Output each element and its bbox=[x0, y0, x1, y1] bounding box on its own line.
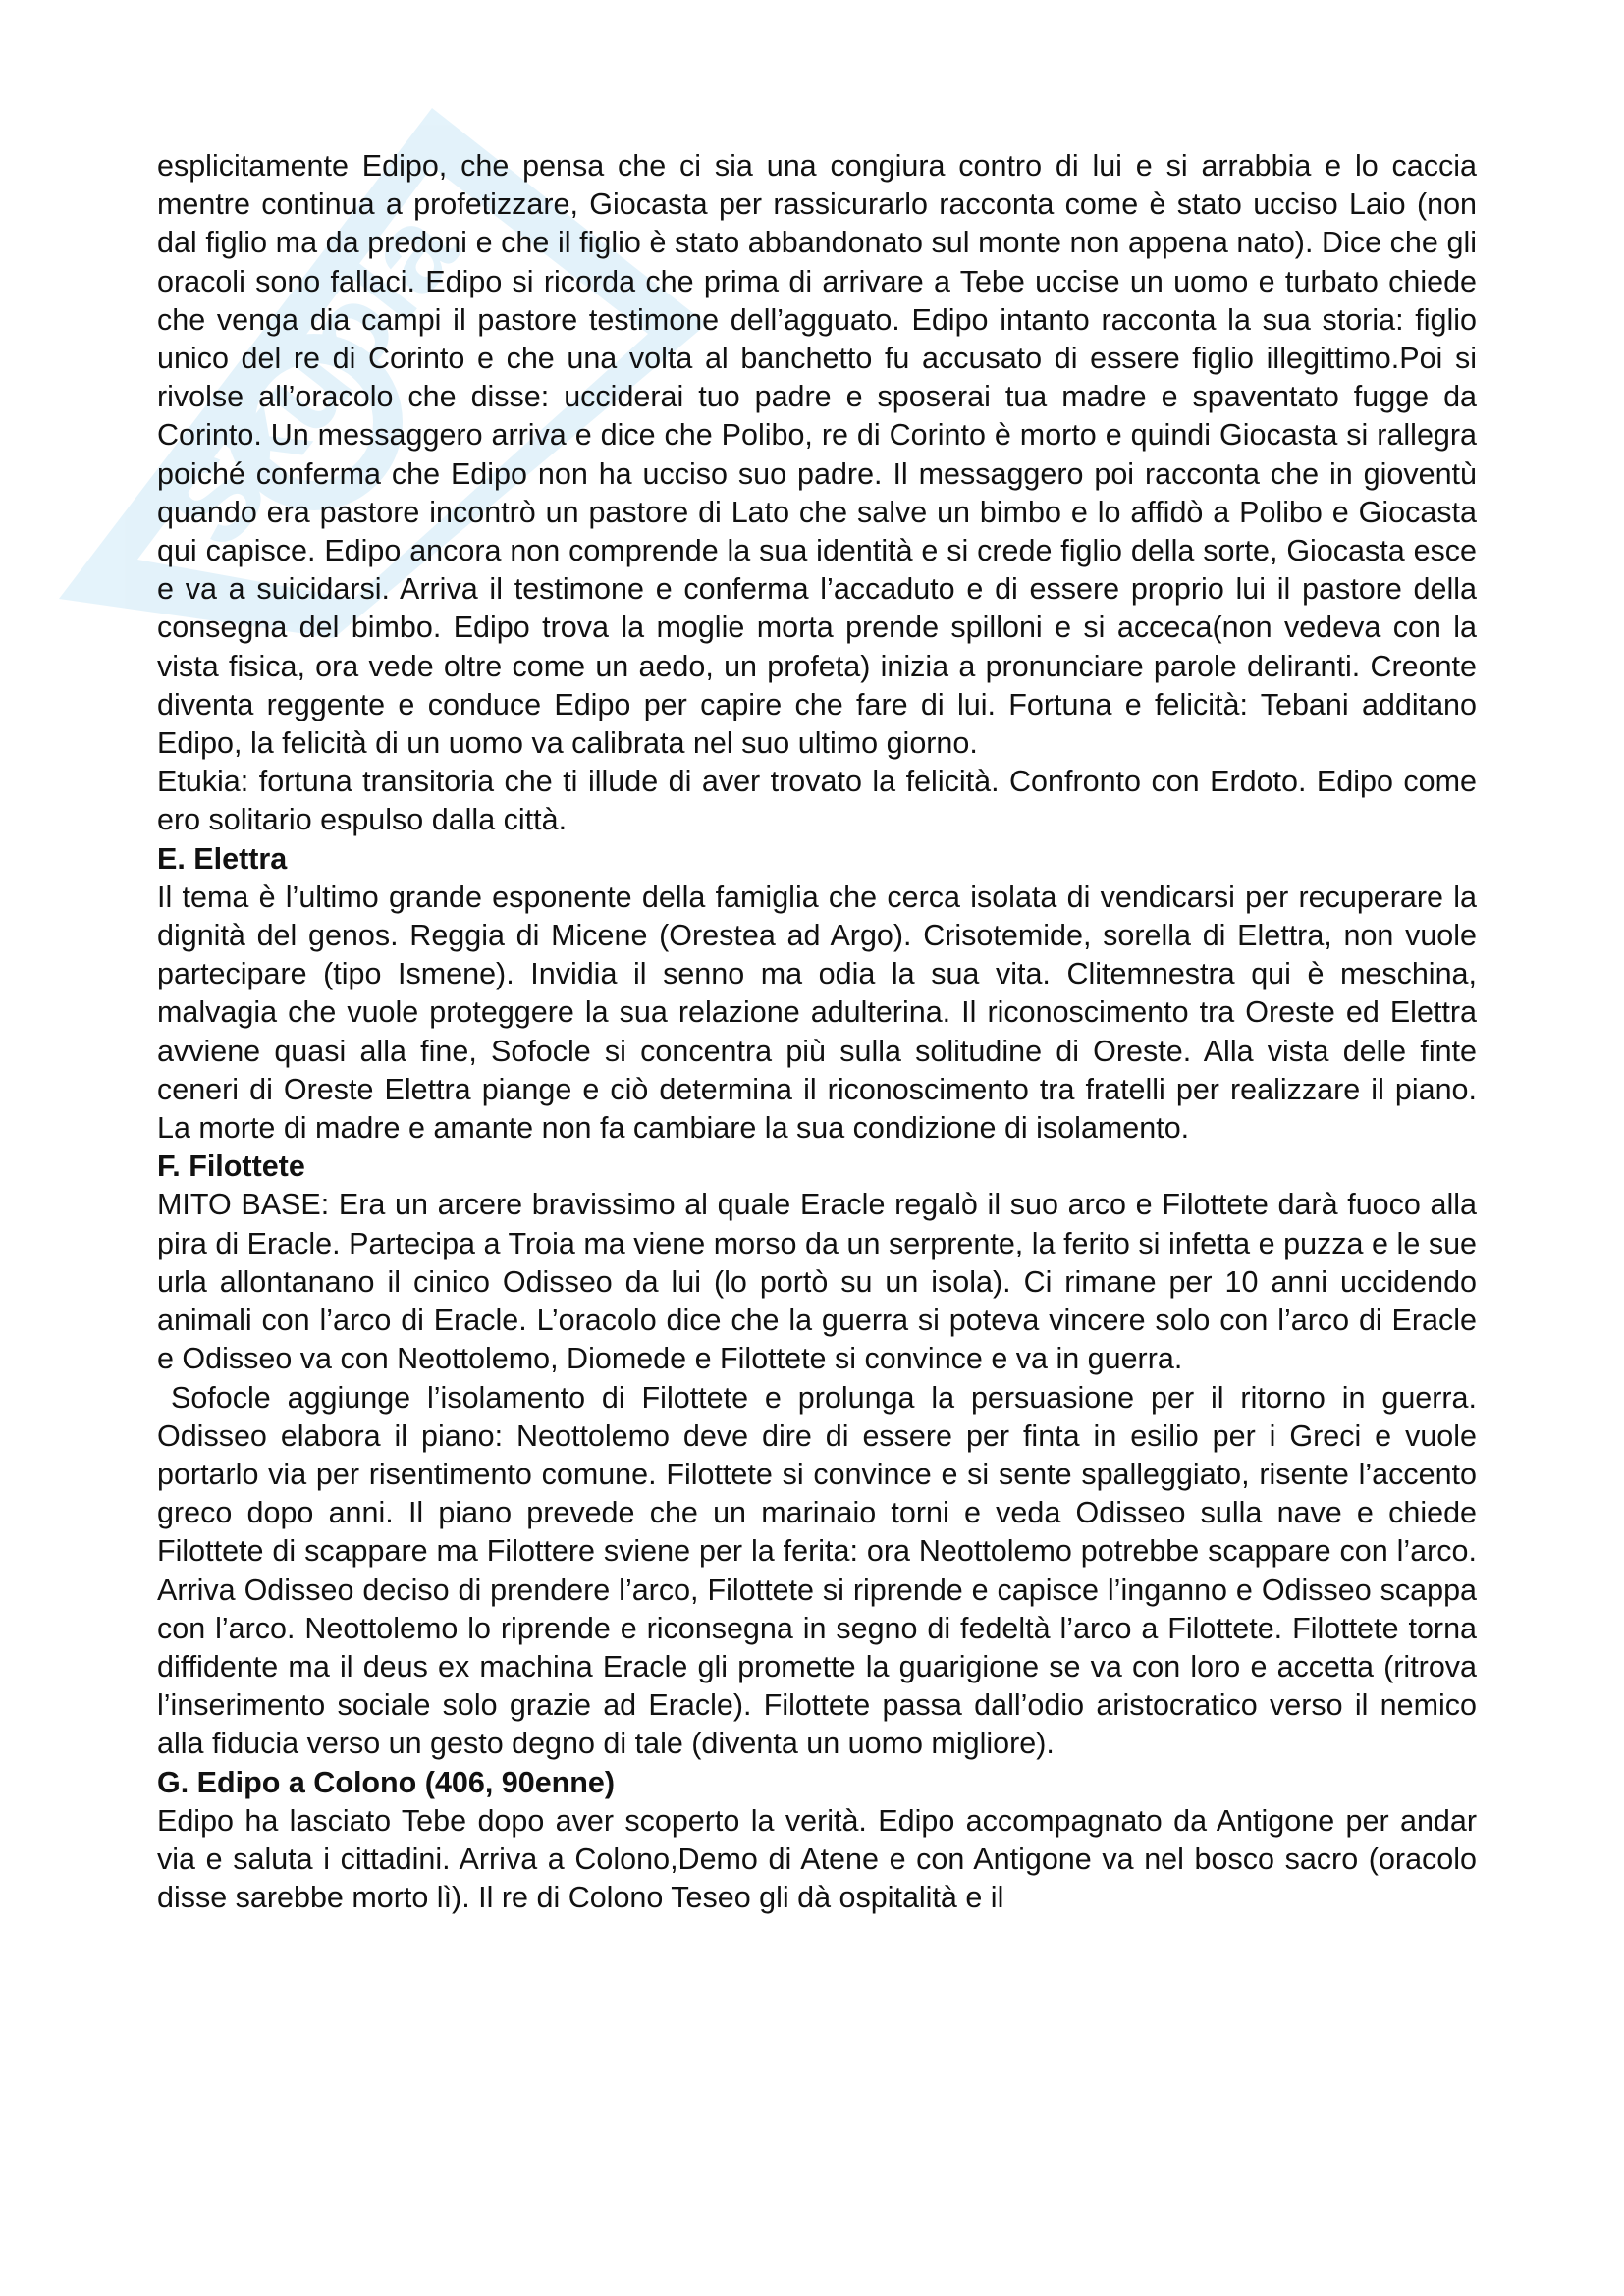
paragraph: Sofocle aggiunge l’isolamento di Filottete e prolunga la persuasione per il ritorno in guerra. Odisseo elabora il piano: Neottolemo deve dire di essere per finta in esilio per i Greci e vuole portarlo via per risentimento comune. Filottete si convince e si sente spalleggiato, risente l’accento greco dopo anni. Il piano prevede che un marinaio torni e veda Odisseo sulla nave e chiede Filottete di scappare ma Filottere sviene per la ferita: ora Neottolemo potrebbe scappare con l’arco. Arriva Odisseo deciso di prendere l’arco, Filottete si riprende e capisce l’inganno e Odisseo scappa con l’arco. Neottolemo lo riprende e riconsegna in segno di fedeltà l’arco a Filottete. Filottete torna diffidente ma il deus ex machina Eracle gli promette la guarigione se va con loro e accetta (ritrova l’inserimento sociale solo grazie ad Eracle). Filottete passa dall’odio aristocratico verso il nemico alla fiducia verso un gesto degno di tale (diventa un uomo migliore). bbox=[157, 1380, 1477, 1761]
paragraph: Edipo ha lasciato Tebe dopo aver scoperto la verità. Edipo accompagnato da Antigone per andar via e saluta i cittadini. Arriva a Colono,Demo di Atene e con Antigone va nel bosco sacro (oracolo disse sarebbe morto lì). Il re di Colono Teseo gli dà ospitalità e il bbox=[157, 1803, 1477, 1915]
paragraph: Il tema è l’ultimo grande esponente della famiglia che cerca isolata di vendicarsi per recuperare la dignità del genos. Reggia di Micene (Orestea ad Argo). Crisotemide, sorella di Elettra, non vuole partecipare (tipo Ismene). Invidia il senno ma odia la sua vita. Clitemnestra qui è meschina, malvagia che vuole proteggere la sua relazione adulterina. Il riconoscimento tra Oreste ed Elettra avviene quasi alla fine, Sofocle si concentra più sulla solitudine di Oreste. Alla vista delle finte ceneri di Oreste Elettra piange e ciò determina il riconoscimento tra fratelli per realizzare il piano. La morte di madre e amante non fa cambiare la sua condizione di isolamento. bbox=[157, 880, 1477, 1146]
section-heading: F. Filottete bbox=[157, 1149, 305, 1184]
section-heading: G. Edipo a Colono (406, 90enne) bbox=[157, 1765, 616, 1799]
paragraph: esplicitamente Edipo, che pensa che ci sia una congiura contro di lui e si arrabbia e lo caccia mentre continua a profetizzare, Giocasta per rassicurarlo racconta come è stato ucciso Laio (non dal figlio ma da predoni e che il figlio è stato abbandonato sul monte non appena nato). Dice che gli oracoli sono fallaci. Edipo si ricorda che prima di arrivare a Tebe uccise un uomo e turbato chiede che venga dia campi il pastore testimone dell’agguato. Edipo intanto racconta la sua storia: figlio unico del re di Corinto e che una volta al banchetto fu accusato di essere figlio illegittimo.Poi si rivolse all’oracolo che disse: ucciderai tuo padre e sposerai tua madre e spaventato fugge da Corinto. Un messaggero arriva e dice che Polibo, re di Corinto è morto e quindi Giocasta si rallegra poiché conferma che Edipo non ha ucciso suo padre. Il messaggero poi racconta che in gioventù quando era pastore incontrò un pastore di Lato che salve un bimbo e lo affidò a Polibo e Giocasta qui capisce. Edipo ancora non comprende la sua identità e si crede figlio della sorte, Giocasta esce e va a suicidarsi. Arriva il testimone e conferma l’accaduto e di essere proprio lui il pastore della consegna del bimbo. Edipo trova la moglie morta prende spilloni e si acceca(non vedeva con la vista fisica, ora vede oltre come un aedo, un profeta) inizia a pronunciare parole deliranti. Creonte diventa reggente e conduce Edipo per capire che fare di lui. Fortuna e felicità: Tebani additano Edipo, la felicità di un uomo va calibrata nel suo ultimo giorno. bbox=[157, 149, 1477, 761]
document-page bbox=[157, 147, 1477, 1917]
paragraph: Etukia: fortuna transitoria che ti illude di aver trovato la felicità. Confronto con Erdoto. Edipo come ero solitario espulso dalla città. bbox=[157, 765, 1477, 837]
paragraph: MITO BASE: Era un arcere bravissimo al quale Eracle regalò il suo arco e Filottete darà fuoco alla pira di Eracle. Partecipa a Troia ma viene morso da un serprente, la ferito si infetta e puzza e le sue urla allontanano il cinico Odisseo da lui (lo portò su un isola). Ci rimane per 10 anni uccidendo animali con l’arco di Eracle. L’oracolo dice che la guerra si poteva vincere solo con l’arco di Eracle e Odisseo va con Neottolemo, Diomede e Filottete si convince e va in guerra. bbox=[157, 1188, 1477, 1376]
svg-text:Skuola: Skuola bbox=[140, 185, 483, 571]
section-heading: E. Elettra bbox=[157, 841, 288, 876]
